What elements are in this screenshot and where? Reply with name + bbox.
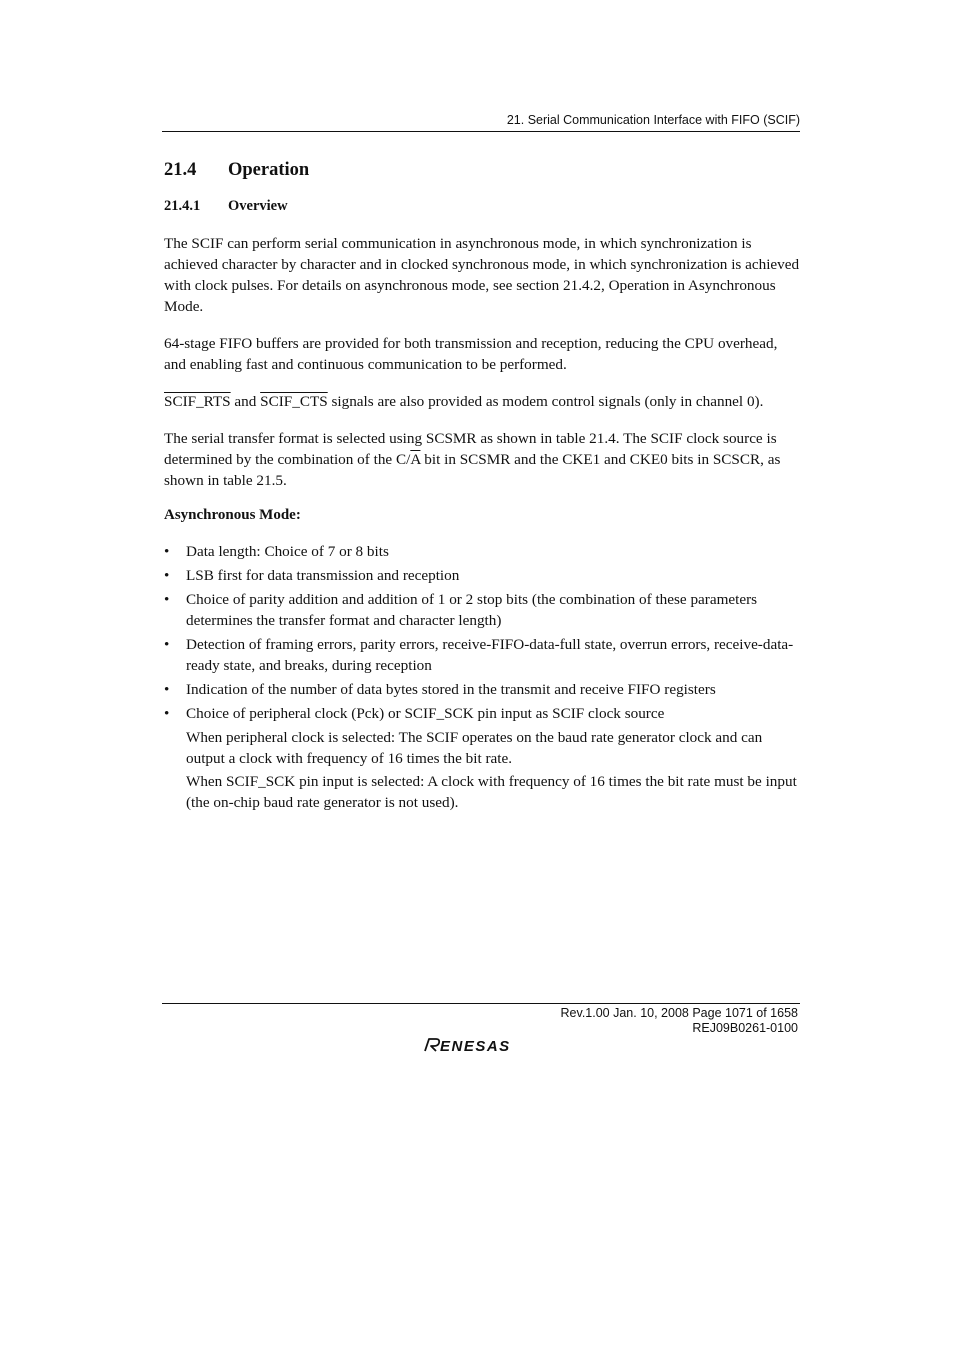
list-item: • LSB first for data transmission and reception [164,567,460,584]
bullet-icon: • [164,705,170,722]
signal-cts: SCIF_CTS [260,393,328,410]
footer-divider [162,1003,800,1004]
bullet-icon: • [164,591,170,608]
running-header [162,113,800,132]
footer-revision: Rev.1.00 Jan. 10, 2008 Page 1071 of 1658 [560,1006,798,1020]
subsection-title: Overview [228,198,288,214]
p4-part2: bit in SCSMR and the CKE1 and CKE0 bits in SCSCR, as shown in table 21.5. [164,451,781,489]
page-content [164,160,800,815]
renesas-logo [422,1034,540,1054]
page-footer [561,1006,798,1036]
list-item: • Choice of parity addition and addition of 1 or 2 stop bits (the combination of these parameters determines the transfer format and character length) [164,591,758,629]
overview-paragraph-3 [164,391,800,412]
clock-source-note-1: When peripheral clock is selected: The SCIF operates on the baud rate generator clock and can output a clock with frequency of 16 times the bit rate. [186,729,763,767]
signal-rts: SCIF_RTS [164,393,231,410]
footer-doc-number: REJ09B0261-0100 [692,1021,798,1035]
svg-text:ENESAS: ENESAS [440,1038,511,1054]
list-item: • Choice of peripheral clock (Pck) or SCIF_SCK pin input as SCIF clock source [164,705,665,722]
overview-paragraph-4 [164,428,800,491]
clock-source-note-2: When SCIF_SCK pin input is selected: A clock with frequency of 16 times the bit rate must be input (the on-chip baud rate generator is not used). [186,773,797,811]
section-title: Operation [228,160,310,180]
p3-and: and [230,393,261,410]
list-item: • Detection of framing errors, parity errors, receive-FIFO-data-full state, overrun errors, receive-data-ready state, and breaks, during reception [164,636,794,674]
overview-paragraph-2: 64-stage FIFO buffers are provided for both transmission and reception, reducing the CPU overhead, and enabling fast and continuous communication to be performed. [164,335,778,373]
p4-part1: The serial transfer format is selected using SCSMR as shown in table 21.4. The SCIF clock source is determined by the combination of the C/ [164,430,777,468]
section-number: 21.4 [164,160,197,180]
subsection-number: 21.4.1 [164,198,201,214]
p3-rest: signals are also provided as modem control signals (only in channel 0). [327,393,764,410]
list-item: • Indication of the number of data bytes stored in the transmit and receive FIFO registers [164,681,716,698]
p4-overbar-a: $\overline{A}$ [410,451,421,468]
section-heading [164,160,800,181]
bullet-icon: • [164,543,170,560]
async-mode-heading: Asynchronous Mode: [164,507,301,523]
async-feature-list [164,541,800,724]
bullet-icon: • [164,567,170,584]
overview-paragraph-1: The SCIF can perform serial communication in asynchronous mode, in which synchronization is achieved character by character and in clocked synchronous mode, in which synchronization is achieved with clock pulses. For details on asynchronous mode, see section 21.4.2, Operation in Asynchronous Mode. [164,235,800,315]
subsection-heading [164,198,800,215]
bullet-icon: • [164,681,170,698]
list-item: • Data length: Choice of 7 or 8 bits [164,543,389,560]
running-header-title: 21. Serial Communication Interface with FIFO (SCIF) [506,113,800,127]
bullet-icon: • [164,636,170,653]
